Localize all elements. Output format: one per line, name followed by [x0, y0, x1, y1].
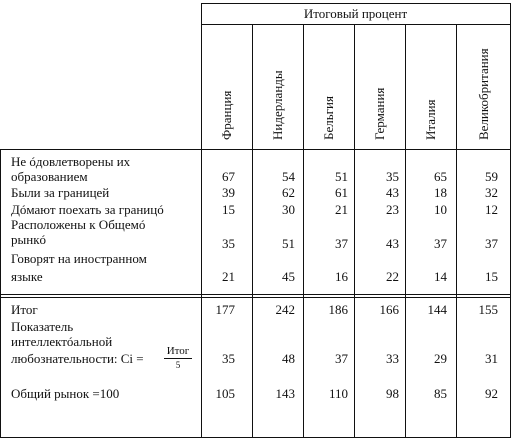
cell: 48 — [282, 351, 295, 366]
cell: 14 — [434, 269, 447, 284]
cell: 62 — [282, 185, 295, 200]
cell: 45 — [282, 269, 295, 284]
rule-col-3 — [354, 24, 355, 438]
cell: 92 — [485, 386, 498, 401]
cell: 37 — [335, 236, 348, 251]
cell: 43 — [386, 185, 399, 200]
cell: 23 — [386, 202, 399, 217]
cell: 105 — [215, 386, 235, 401]
cell: 15 — [485, 269, 498, 284]
cell: 35 — [222, 236, 235, 251]
col-header-italy: Италия — [423, 99, 438, 140]
cell: 39 — [222, 185, 235, 200]
col-header-netherlands: Нидерланды — [270, 70, 285, 140]
row-label: Итог — [11, 302, 38, 317]
row-label: интеллектóальной — [11, 334, 113, 349]
cell: 67 — [222, 169, 235, 184]
cell: 110 — [328, 386, 348, 401]
cell: 177 — [215, 302, 235, 317]
cell: 85 — [434, 386, 447, 401]
cell: 18 — [434, 185, 447, 200]
cell: 35 — [222, 351, 235, 366]
cell: 155 — [478, 302, 498, 317]
cell: 143 — [275, 386, 295, 401]
cell: 65 — [434, 169, 447, 184]
cell: 186 — [328, 302, 348, 317]
row-label: Общий рынок =100 — [11, 386, 120, 401]
cell: 16 — [335, 269, 348, 284]
cell: 32 — [485, 185, 498, 200]
row-label: Говорят на иностранном — [11, 251, 147, 266]
cell: 33 — [386, 351, 399, 366]
cell: 30 — [282, 202, 295, 217]
cell: 242 — [275, 302, 295, 317]
rule-left — [0, 149, 1, 438]
cell: 51 — [335, 169, 348, 184]
rule-header-bottom — [0, 149, 511, 150]
row-label: рынкó — [11, 232, 47, 247]
col-header-belgium: Бельгия — [321, 96, 336, 140]
rule-col-5 — [456, 24, 457, 438]
rule-col-4 — [405, 24, 406, 438]
cell: 35 — [386, 169, 399, 184]
header-title: Итоговый процент — [303, 6, 408, 21]
col-header-france: Франция — [219, 90, 234, 140]
rule-col-0 — [201, 3, 202, 438]
row-label: Были за границей — [11, 185, 110, 200]
cell: 10 — [434, 202, 447, 217]
row-label: образованием — [11, 169, 88, 184]
cell: 31 — [485, 351, 498, 366]
cell: 61 — [335, 185, 348, 200]
cell: 54 — [282, 169, 295, 184]
rule-top — [201, 3, 510, 4]
col-header-germany: Германия — [372, 87, 387, 140]
rule-table-bottom — [0, 437, 511, 438]
cell: 98 — [386, 386, 399, 401]
rule-col-1 — [252, 24, 253, 438]
cell: 22 — [386, 269, 399, 284]
cell: 37 — [485, 236, 498, 251]
rule-data-bottom-1 — [0, 294, 511, 295]
cell: 29 — [434, 351, 447, 366]
row-label: языке — [11, 269, 43, 284]
formula-denominator: 5 — [175, 360, 181, 370]
row-label: любознательности: Ci = — [11, 351, 144, 366]
cell: 166 — [379, 302, 399, 317]
col-header-uk: Великобритания — [476, 48, 491, 140]
row-label: Не óдовлетворены их — [11, 154, 131, 169]
cell: 144 — [427, 302, 447, 317]
row-label: Показатель — [11, 319, 74, 334]
cell: 59 — [485, 169, 498, 184]
rule-data-bottom-2 — [0, 297, 511, 298]
cell: 37 — [335, 351, 348, 366]
cell: 37 — [434, 236, 447, 251]
rule-header-title — [201, 24, 510, 25]
cell: 21 — [222, 269, 235, 284]
row-label: Дóмают поехать за границó — [11, 202, 164, 217]
formula-numerator: Итог — [164, 346, 192, 359]
rule-col-2 — [303, 24, 304, 438]
cell: 21 — [335, 202, 348, 217]
cell: 43 — [386, 236, 399, 251]
cell: 12 — [485, 202, 498, 217]
row-label: Расположены к Общемó — [11, 217, 146, 232]
cell: 15 — [222, 202, 235, 217]
cell: 51 — [282, 236, 295, 251]
